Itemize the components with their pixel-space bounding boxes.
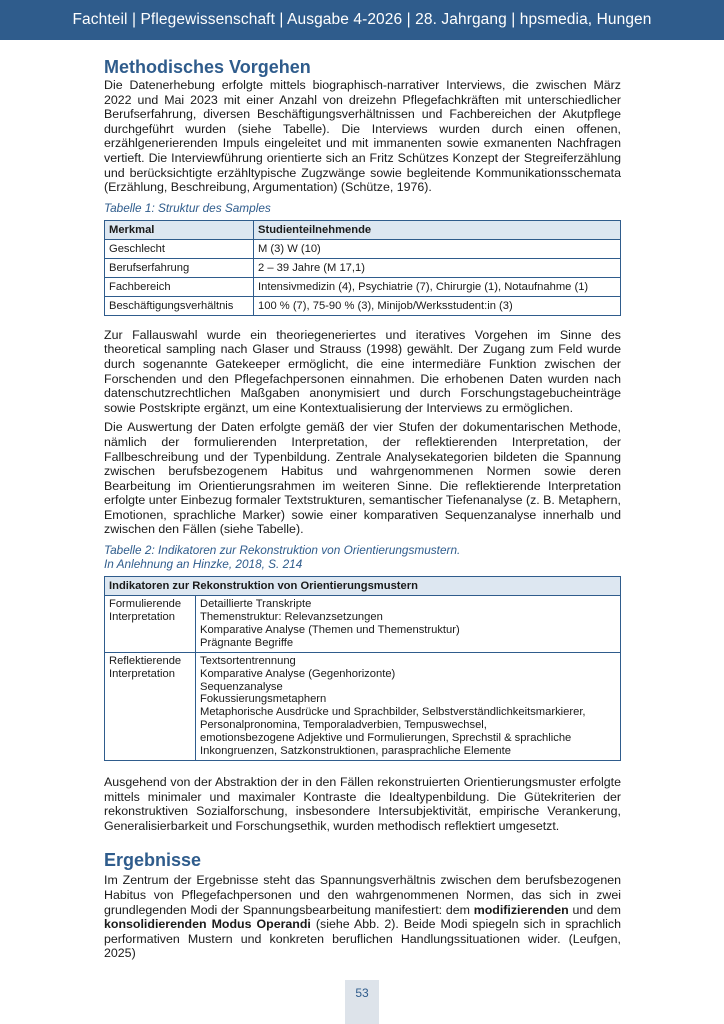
- table-row: [105, 239, 621, 258]
- list-item: Personalpronomina, Temporaladverbien, Tempuswechsel,: [200, 719, 487, 732]
- table-cell: Fachbereich: [105, 277, 254, 296]
- table-header-cell: Indikatoren zur Rekonstruktion von Orientierungsmustern: [105, 577, 621, 596]
- list-item: Prägnante Begriffe: [200, 636, 294, 649]
- running-header: Fachteil | Pflegewissenschaft | Ausgabe 4-2026 | 28. Jahrgang | hpsmedia, Hungen: [0, 0, 724, 40]
- row-label-line: Interpretation: [109, 667, 175, 680]
- section-heading-methods: Methodisches Vorgehen: [104, 57, 311, 77]
- list-item: Komparative Analyse (Themen und Themenstruktur): [200, 623, 460, 636]
- table2-caption: [104, 543, 621, 571]
- list-item: Inkongruenzen, Satzkonstruktionen, parasprachliche Elemente: [200, 745, 511, 758]
- list-item: emotionsbezogene Adjektive und Formulierungen, Sprechstil & sprachliche: [200, 732, 572, 745]
- list-item: Fokussierungsmetaphern: [200, 693, 327, 706]
- table-cell: Berufserfahrung: [105, 258, 254, 277]
- methods-paragraph-2: Zur Fallauswahl wurde ein theoriegeneriertes und iteratives Vorgehen im Sinne des theoretical sampling nach Glaser und Strauss (1998) gewählt. Der Zugang zum Feld wurde durch sogenannte Gatekeeper ermöglicht, die eine intermediäre Funktion zwischen der Forschenden und den Pflegefachpersonen einnahmen. Die erhobenen Daten wurden nach datenschutzrechtlichen Maßgaben anonymisiert und durch Forschungstagebucheinträge sowie Postskripte ergänzt, um eine Kontextualisierung der Interviews zu ermöglichen.: [104, 327, 621, 415]
- results-paragraph-1: [104, 873, 621, 961]
- table-header-row: [105, 577, 621, 596]
- table-cell-items: [196, 652, 621, 760]
- row-label-line: Reflektierende: [109, 654, 182, 667]
- methods-paragraph-1: Die Datenerhebung erfolgte mittels biographisch-narrativer Interviews, die zwischen März 2022 und Mai 2023 mit einer Anzahl von dreizehn Pflegefachkräften mit unterschiedlicher Berufserfahrung, diversen Beschäftigungsverhältnissen und Fachbereichen der Akutpflege durchgeführt wurden (siehe Tabelle). Die Interviews wurden durch einen offenen, erzählgenerierenden Impuls eingeleitet und mit immanenten sowie exmanenten Nachfragen vertieft. Die Interviewführung orientierte sich an Fritz Schützes Konzept der Stegreiferzählung und berücksichtigte erzähltypische Zugzwänge sowie begleitende Kommunikationsschemata (Erzählung, Beschreibung, Argumentation) (Schütze, 1976).: [104, 78, 621, 195]
- list-item: Textsortentrennung: [200, 654, 296, 667]
- table-cell: Intensivmedizin (4), Psychiatrie (7), Chirurgie (1), Notaufnahme (1): [254, 277, 621, 296]
- table-row: [105, 652, 621, 760]
- methods-paragraph-3: Die Auswertung der Daten erfolgte gemäß der vier Stufen der dokumentarischen Methode, nämlich der formulierenden Interpretation, der reflektierenden Interpretation, der Fallbeschreibung und der Typenbildung. Zentrale Analysekategorien bildeten die Spannung zwischen berufsbezogenem Habitus und wahrgenommenen Normen sowie deren Bearbeitung im Orientierungsrahmen im weiteren Sinne. Die reflektierende Interpretation erfolgte unter Einbezug formaler Textstrukturen, semantischer Tiefenanalyse (z. B. Metaphern, Emotionen, sprachliche Marker) sowie einer komparativen Sequenzanalyse innerhalb und zwischen den Fällen (siehe Tabelle).: [104, 420, 621, 537]
- table-header-cell: Studienteilnehmende: [254, 220, 621, 239]
- row-label-line: Formulierende: [109, 598, 182, 611]
- text-run: und dem: [568, 902, 621, 917]
- indicators-table: [104, 576, 621, 761]
- table-cell-label: [105, 652, 196, 760]
- list-item: Detaillierte Transkripte: [200, 598, 312, 611]
- table1-caption: Tabelle 1: Struktur des Samples: [104, 200, 271, 215]
- bold-term: modifizierenden: [473, 902, 569, 917]
- list-item: Sequenzanalyse: [200, 680, 283, 693]
- table-cell: 2 – 39 Jahre (M 17,1): [254, 258, 621, 277]
- table-cell-items: [196, 596, 621, 653]
- section-heading-results: Ergebnisse: [104, 850, 202, 871]
- table-cell-label: [105, 596, 196, 653]
- table-header-cell: Merkmal: [105, 220, 254, 239]
- table-row: [105, 258, 621, 277]
- table2-caption-line2: In Anlehnung an Hinzke, 2018, S. 214: [104, 557, 303, 572]
- article-body: [104, 56, 621, 961]
- table-row: [105, 596, 621, 653]
- bold-term: konsolidierenden Modus Operandi: [104, 917, 311, 932]
- table-cell: Geschlecht: [105, 239, 254, 258]
- methods-paragraph-4: Ausgehend von der Abstraktion der in den Fällen rekonstruierten Orientierungsmuster erfolgte mittels minimaler und maximaler Kontraste die Idealtypenbildung. Die Gütekriterien der rekonstruktiven Sozialforschung, insbesondere Intersubjektivität, empirische Verankerung, Generalisierbarkeit und Forschungsethik, wurden methodisch reflektiert umgesetzt.: [104, 774, 621, 833]
- text-run: Im Zentrum der Ergebnisse steht das Spannungsverhältnis zwischen dem berufsbezogenen Habitus von Pflegefachpersonen und den wahrgenommenen Normen, das sich in zwei grundlegenden Modi der Spannungsbearbeitung manifestiert: dem: [104, 873, 621, 917]
- table-header-row: [105, 220, 621, 239]
- table2-caption-line1: Tabelle 2: Indikatoren zur Rekonstruktion von Orientierungsmustern.: [104, 543, 461, 558]
- list-item: Komparative Analyse (Gegenhorizonte): [200, 667, 396, 680]
- table-cell: 100 % (7), 75-90 % (3), Minijob/Werksstudent:in (3): [254, 296, 621, 315]
- text-run: (siehe Abb. 2). Beide Modi spiegeln sich in sprachlich performativen Mustern und konkreten beruflichen Handlungssituationen wider. (Leufgen, 2025): [104, 917, 621, 961]
- table-cell: Beschäftigungsverhältnis: [105, 296, 254, 315]
- table-row: [105, 277, 621, 296]
- table-cell: M (3) W (10): [254, 239, 621, 258]
- list-item: Metaphorische Ausdrücke und Sprachbilder, Selbstverständlichkeitsmarkierer,: [200, 706, 586, 719]
- table-row: [105, 296, 621, 315]
- row-label-line: Interpretation: [109, 610, 175, 623]
- sample-structure-table: [104, 220, 621, 316]
- page-number: 53: [355, 986, 369, 1000]
- list-item: Themenstruktur: Relevanzsetzungen: [200, 610, 383, 623]
